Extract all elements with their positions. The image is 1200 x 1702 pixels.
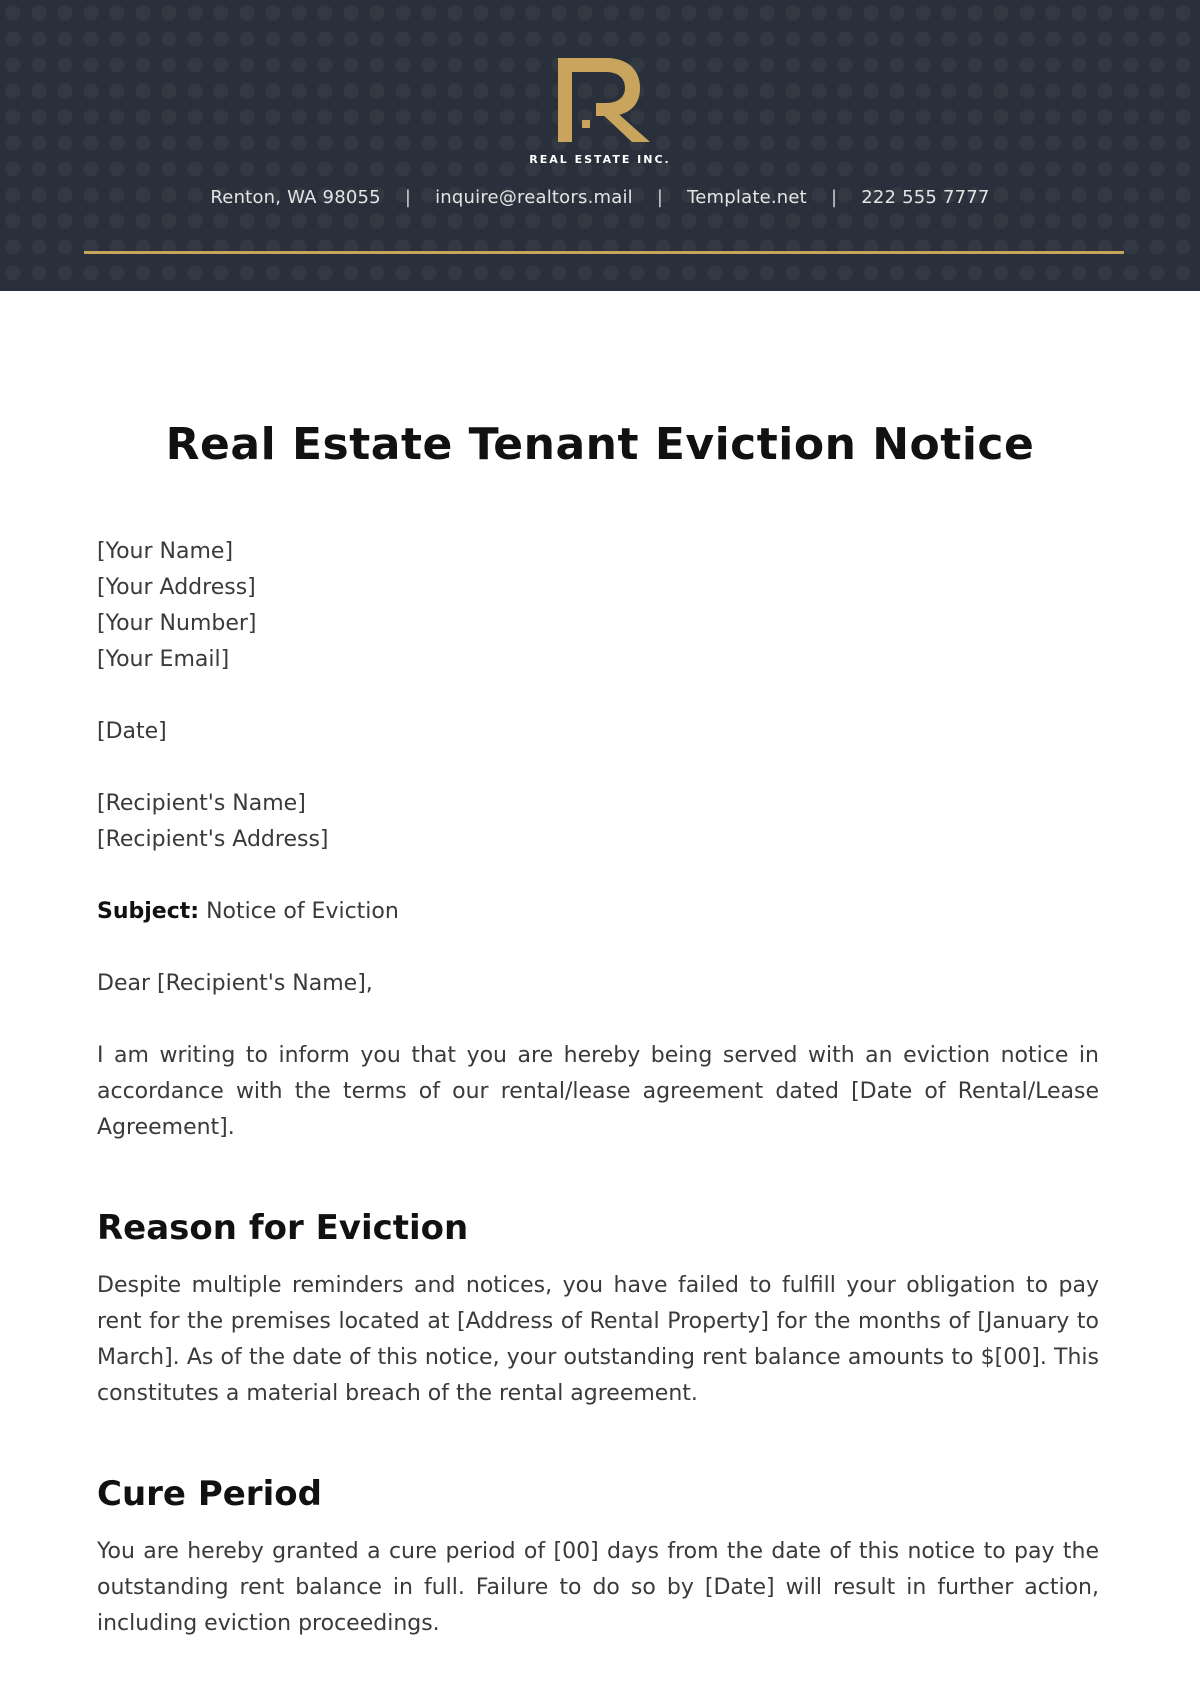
recipient-name: [Recipient's Name]: [97, 791, 306, 816]
company-logo-icon: [552, 56, 652, 146]
recipient-block: [97, 786, 1099, 858]
sender-block: [97, 534, 1099, 678]
letter-body: [97, 534, 1099, 1642]
sender-email: [Your Email]: [97, 647, 230, 672]
contact-separator: |: [830, 187, 838, 208]
sender-number: [Your Number]: [97, 611, 257, 636]
contact-email[interactable]: inquire@realtors.mail: [435, 187, 633, 208]
sender-address: [Your Address]: [97, 575, 256, 600]
section-heading-reason: Reason for Eviction: [97, 1208, 469, 1248]
letterhead-banner: [0, 0, 1200, 291]
letter-date: [Date]: [97, 719, 167, 744]
contact-separator: |: [656, 187, 664, 208]
contact-separator: |: [404, 187, 412, 208]
intro-paragraph: I am writing to inform you that you are hereby being served with an eviction notice in accordance with the terms of our rental/lease agreement dated [Date of Rental/Lease Agreement].: [97, 1043, 1099, 1140]
salutation-text: Dear [Recipient's Name],: [97, 971, 373, 996]
contact-bar: [0, 187, 1200, 208]
company-name: REAL ESTATE INC.: [529, 153, 671, 166]
date-block: [97, 714, 1099, 750]
subject-line: [97, 894, 1099, 930]
salutation: [97, 966, 1099, 1002]
section-heading-cure-period: Cure Period: [97, 1474, 322, 1514]
sender-name: [Your Name]: [97, 539, 234, 564]
header-divider: [84, 251, 1124, 254]
contact-website[interactable]: Template.net: [687, 187, 807, 208]
section-body-reason: Despite multiple reminders and notices, you have failed to fulfill your obligation to pay rent for the premises located at [Address of Rental Property] for the months of [January to March]. As of the date of this notice, your outstanding rent balance amounts to $[00]. This constitutes a material breach of the rental agreement.: [97, 1273, 1099, 1406]
contact-phone: 222 555 7777: [861, 187, 990, 208]
recipient-address: [Recipient's Address]: [97, 827, 329, 852]
subject-label: Subject:: [97, 899, 200, 924]
contact-location: Renton, WA 98055: [210, 187, 381, 208]
section-body-cure-period: You are hereby granted a cure period of [00] days from the date of this notice to pay the outstanding rent balance in full. Failure to do so by [Date] will result in further action, including eviction proceedings.: [97, 1539, 1099, 1636]
document-title: Real Estate Tenant Eviction Notice: [165, 419, 1035, 470]
subject-text: Notice of Eviction: [206, 899, 399, 924]
